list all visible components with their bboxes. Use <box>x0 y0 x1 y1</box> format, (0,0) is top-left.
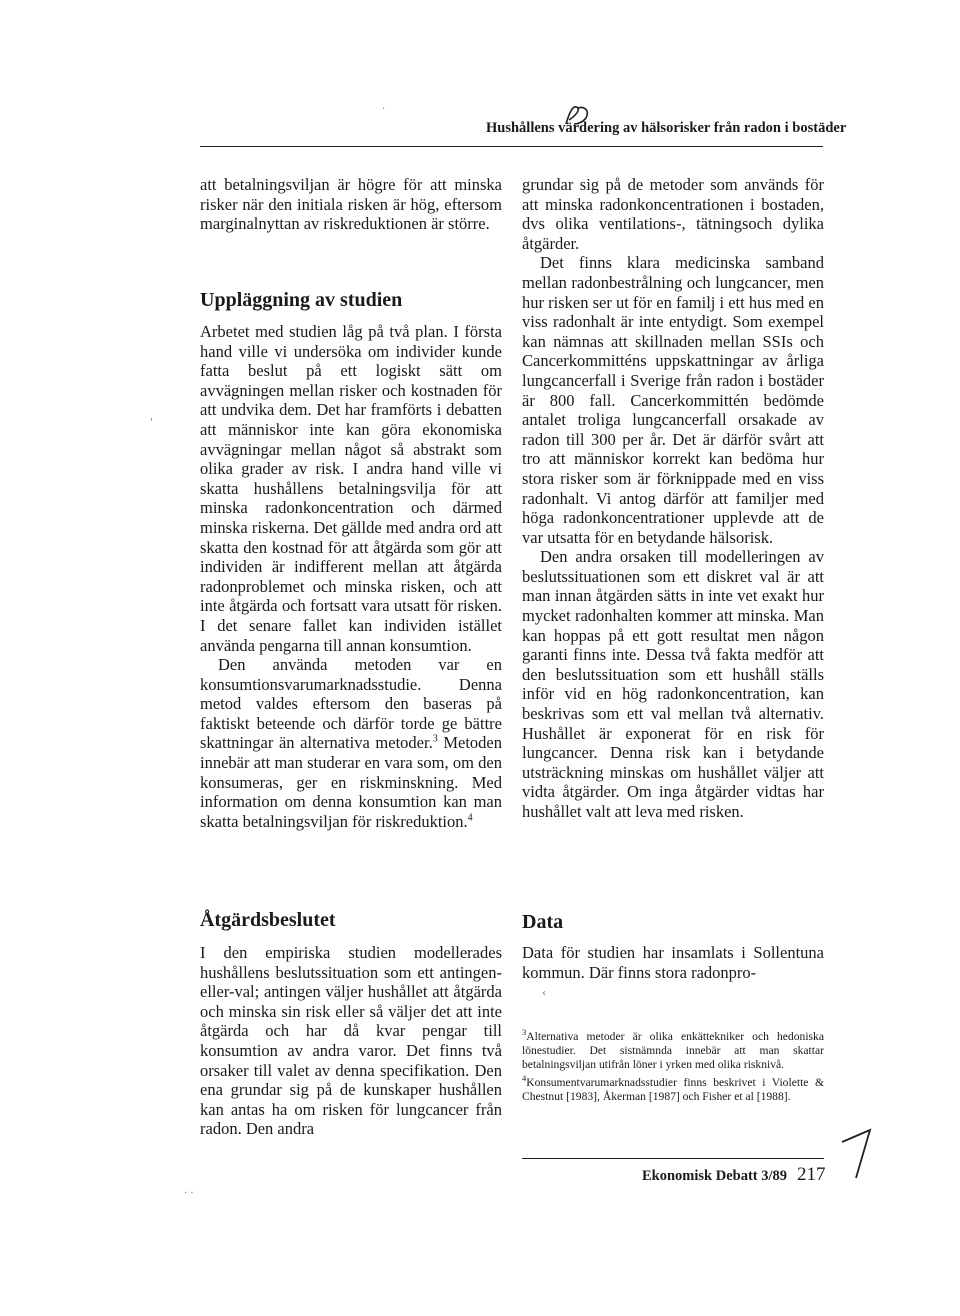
footer <box>642 1164 826 1186</box>
scan-speck: · <box>382 104 386 115</box>
right-paragraph-1: grundar sig på de metoder som används för att minska radonkoncentrationen i bostaden, dvs olika ventilations-, tätningsoch dylika åtgärder. <box>522 175 824 253</box>
footnotes <box>522 1027 824 1107</box>
right-paragraph-4: Data för studien har insamlats i Sollentuna kommun. Där finns stora radonpro- <box>522 943 824 982</box>
left-column-body-2 <box>200 322 502 831</box>
left-paragraph-2: Arbetet med studien låg på två plan. I första hand ville vi undersöka om individer kunde fatta beslut på ett logiskt sätt om avvägningen mellan risker och kostnaden för att undvika dem. Det har framförts i debatten att människor inte kan göra ekonomiska avvägningar mellan något så abstrakt som olika grader av risk. I andra hand ville vi skatta hushållens betalningsvilja för att minska radonkoncentration och därmed minska riskerna. Det gällde med andra ord att skatta den kostnad för att åtgärda som gör att individen är indifferent mellan att åtgärda radonproblemet och minska risken, och att inte åtgärda och fortsatt vara utsatt för risken. I det senare fallet kan individen istället använda pengarna till annan konsumtion. <box>200 322 502 655</box>
header-rule <box>200 146 823 147</box>
footer-rule <box>522 1158 824 1159</box>
running-header: Hushållens värdering av hälsorisker från radon i bostäder <box>486 120 847 136</box>
right-paragraph-2: Det finns klara medicinska samband mellan radonbestrålning och lungcancer, men hur risken ser ut för en familj i ett hus med en viss radonhalt är inte entydigt. Som exempel kan nämnas att skillnaden mellan SSIs och Cancerkommitténs uppskattningar av årliga lungcancerfall i Sverige från radon i bostäder är 800 fall. Cancerkommittén bedömde antalet troliga lungcancerfall orsakade av radon till 300 per år. Det är därför svårt att tro att människor korrekt kan bedöma hur stora risker som är förknippade med en viss radonhalt. Vi antog därför att familjer med höga radonkoncentrationer upplevde att de var utsatta för en betydande hälsorisk. <box>522 253 824 547</box>
footnote-ref-4: 4 <box>467 812 473 824</box>
left-column-body <box>200 175 502 234</box>
right-column-body <box>522 175 824 822</box>
left-paragraph-1: att betalningsviljan är högre för att minska risker när den initiala risken är hög, eftersom marginalnyttan av riskreduktionen är större. <box>200 175 502 234</box>
handwritten-mark-corner <box>838 1118 878 1182</box>
scan-speck: ' <box>150 417 153 428</box>
section-heading-atgardsbeslutet: Åtgärdsbeslutet <box>200 909 336 931</box>
section-heading-data: Data <box>522 911 564 933</box>
section-heading-uppläggning: Uppläggning av studien <box>200 289 403 311</box>
footnote-3: $^3$Alternativa metoder är olika enkättekniker och hedoniska lönestudier. Det sistnämnda innebär att man skattar betalningsviljan utifrån löner i yrken med olika risknivå. <box>522 1027 824 1072</box>
left-column-body-3 <box>200 943 502 1139</box>
scan-speck: · · <box>184 1188 194 1199</box>
handwritten-mark-top <box>560 100 596 130</box>
left-paragraph-3: Den använda metoden var en konsumtionsvarumarknadsstudie. Denna metod valdes eftersom den baseras på faktiskt beteende och därför torde ge bättre skattningar än alternativa metoder.$^3$ Metoden innebär att man studerar en vara som, om den konsumeras, ger en riskminskning. Med information om denna konsumtion kan man skatta betalningsviljan för riskreduktion.$^4$ <box>200 655 502 831</box>
footnote-4: $^4$Konsumentvarumarknadsstudier finns beskrivet i Violette & Chestnut [1983], Åkerman [1987] och Fisher et al [1988]. <box>522 1072 824 1103</box>
page-number: 217 <box>797 1164 826 1185</box>
right-column-body-2 <box>522 943 824 982</box>
footnote-ref-3: 3 <box>432 733 438 745</box>
scan-speck: ‹ <box>542 988 546 999</box>
journal-name: Ekonomisk Debatt 3/89 <box>642 1168 788 1184</box>
left-paragraph-4: I den empiriska studien modellerades hushållens beslutssituation som ett antingen-eller-val; antingen väljer hushållet att åtgärda och minska sin risk eller så väljer det att inte åtgärda och har då kvar pengar till konsumtion av andra varor. Det finns två orsaker till valet av denna specifikation. Den ena grundar sig på de kunskaper hushållen kan antas ha om risken för lungcancer från radon. Den andra <box>200 943 502 1139</box>
right-paragraph-3: Den andra orsaken till modelleringen av beslutssituationen som ett diskret val är att man innan åtgärden sätts in inte vet exakt hur mycket radonhalten kommer att minska. Man kan hoppas på ett gott resultat men någon garanti finns inte. Dessa två fakta medför att den beslutssituation som ett hushåll ställs inför vid en hög radonkoncentration, kan beskrivas som ett val mellan två alternativ. Hushållet är exponerat för en risk för lungcancer. Denna risk kan i betydande utsträckning minskas om hushållet väljer att vidta åtgärder. Om inga åtgärder vidtas har hushållet valt att leva med risken. <box>522 547 824 821</box>
